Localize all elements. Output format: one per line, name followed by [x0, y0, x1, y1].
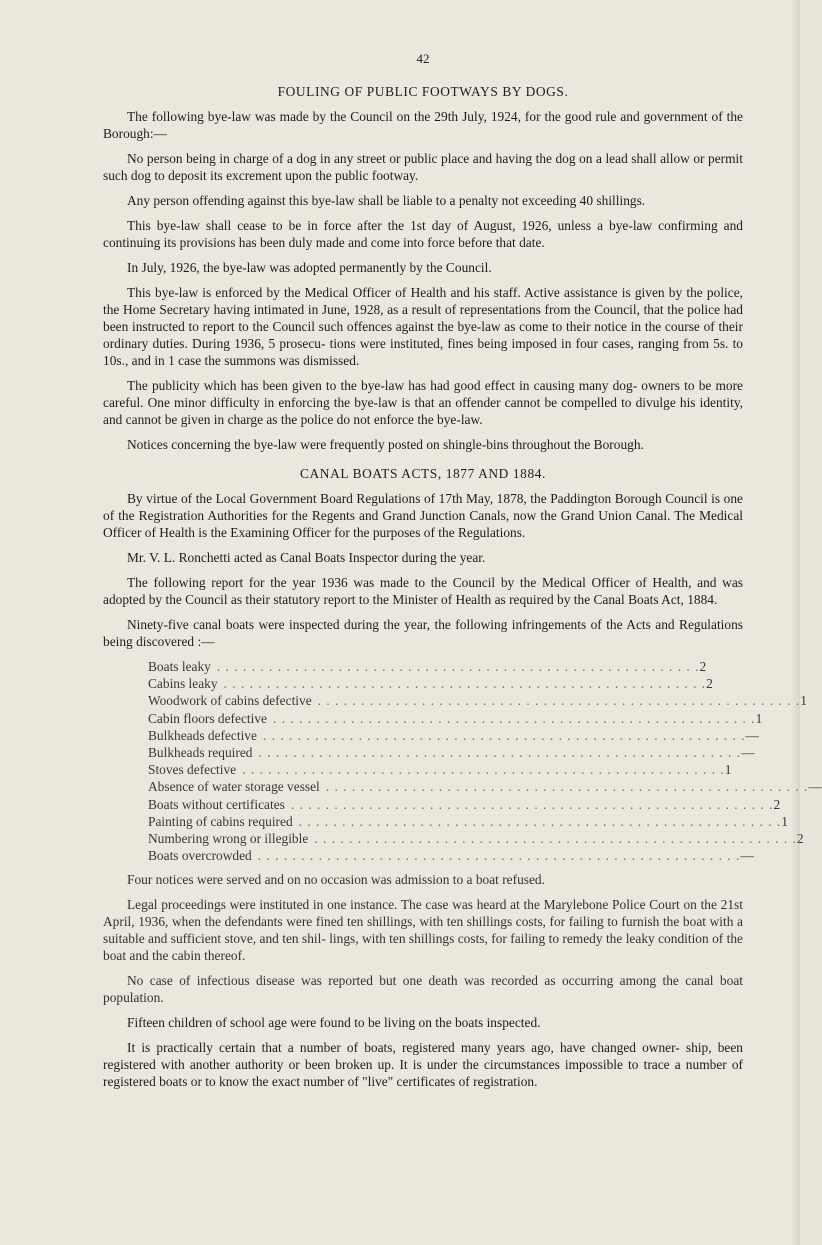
- list-item: [148, 658, 707, 675]
- leader-dots: . . . . . . . . . . . . . . . . . . . . . . . . . . . . . . . . . . . . . . . . . . . . . . . . . . . . . . . .: [317, 693, 801, 709]
- infringement-count: 2: [796, 830, 804, 846]
- infringement-count: —: [740, 848, 754, 864]
- infringement-label: Woodwork of cabins defective: [148, 693, 312, 709]
- paragraph: By virtue of the Local Government Board Regulations of 17th May, 1878, the Paddington Borough Council is one of the Registration Authorities for the Regents and Grand Junction Canals, now the Grand Union Canal. The Medical Officer of Health is the Examining Officer for the purposes of the Regulations.: [103, 491, 743, 540]
- infringement-label: Boats overcrowded: [148, 848, 252, 864]
- leader-dots: . . . . . . . . . . . . . . . . . . . . . . . . . . . . . . . . . . . . . . . . . . . . . . . . . . . . . . . .: [258, 744, 742, 760]
- infringement-count: 2: [773, 796, 781, 812]
- paragraph: Ninety-five canal boats were inspected during the year, the following infringements of the Acts and Regulations being discovered :—: [103, 617, 743, 649]
- leader-dots: . . . . . . . . . . . . . . . . . . . . . . . . . . . . . . . . . . . . . . . . . . . . . . . . . . . . . . . .: [290, 796, 774, 812]
- page-edge-shadow: [790, 0, 800, 1245]
- list-item: [148, 847, 754, 864]
- page-number: 42: [416, 51, 430, 66]
- paragraph: Notices concerning the bye-law were frequently posted on shingle-bins throughout the Borough.: [127, 437, 644, 452]
- leader-dots: . . . . . . . . . . . . . . . . . . . . . . . . . . . . . . . . . . . . . . . . . . . . . . . . . . . . . . . .: [257, 848, 741, 864]
- infringement-label: Boats without certificates: [148, 796, 285, 812]
- leader-dots: . . . . . . . . . . . . . . . . . . . . . . . . . . . . . . . . . . . . . . . . . . . . . . . . . . . . . . . .: [314, 830, 797, 846]
- paragraph: This bye-law is enforced by the Medical Officer of Health and his staff. Active assistance is given by the police, the Home Secretary having intimated in June, 1928, as a result of representations from the Council, that the police had been instructed to report to the Council such offences against the bye-law as come to their notice in the course of their ordinary duties. During 1936, 5 prosecu- tions were instituted, fines being imposed in four cases, ranging from 5s. to 10s., and in 1 case the summons was dismissed.: [103, 285, 743, 368]
- paragraph: No person being in charge of a dog in any street or public place and having the dog on a lead shall allow or permit such dog to deposit its excrement upon the public footway.: [103, 151, 743, 183]
- leader-dots: . . . . . . . . . . . . . . . . . . . . . . . . . . . . . . . . . . . . . . . . . . . . . . . . . . . . . . . .: [216, 659, 700, 674]
- infringement-label: Numbering wrong or illegible: [148, 830, 309, 846]
- leader-dots: . . . . . . . . . . . . . . . . . . . . . . . . . . . . . . . . . . . . . . . . . . . . . . . . . . . . . . . .: [242, 762, 725, 778]
- infringement-count: 1: [800, 693, 807, 709]
- paragraph: The publicity which has been given to the bye-law has had good effect in causing many dog- owners to be more careful. One minor difficulty in enforcing the bye-law is that an offender cannot be compelled to divulge his identity, and cannot be given in charge as the police do not enforce the bye-law.: [103, 378, 743, 427]
- list-item: [148, 744, 755, 761]
- paragraph: This bye-law shall cease to be in force after the 1st day of August, 1926, unless a bye-law confirming and continuing its provisions has been duly made and come into force before that date.: [103, 218, 743, 250]
- paragraph: Legal proceedings were instituted in one instance. The case was heard at the Marylebone Police Court on the 21st April, 1936, when the defendants were fined ten shillings, with ten shillings costs, for failing to furnish the boat with a suitable and sufficient stove, and ten shil- lings, with ten shillings costs, for failing to remedy the leaky condition of the boat and the cabin thereof.: [103, 897, 743, 964]
- paragraph: The following report for the year 1936 was made to the Council by the Medical Officer of Health, and was adopted by the Council as their statutory report to the Minister of Health as required by the Canal Boats Act, 1884.: [103, 575, 743, 607]
- infringement-label: Bulkheads required: [148, 744, 253, 760]
- leader-dots: . . . . . . . . . . . . . . . . . . . . . . . . . . . . . . . . . . . . . . . . . . . . . . . . . . . . . . . .: [325, 779, 809, 795]
- leader-dots: . . . . . . . . . . . . . . . . . . . . . . . . . . . . . . . . . . . . . . . . . . . . . . . . . . . . . . . .: [223, 676, 707, 692]
- list-item: [148, 761, 732, 778]
- list-item: [148, 813, 788, 830]
- paragraph: No case of infectious disease was reported but one death was recorded as occurring among the canal boat population.: [103, 973, 743, 1006]
- leader-dots: . . . . . . . . . . . . . . . . . . . . . . . . . . . . . . . . . . . . . . . . . . . . . . . . . . . . . . . .: [298, 813, 782, 829]
- leader-dots: . . . . . . . . . . . . . . . . . . . . . . . . . . . . . . . . . . . . . . . . . . . . . . . . . . . . . . . .: [262, 727, 746, 743]
- paragraph: Four notices were served and on no occasion was admission to a boat refused.: [127, 872, 545, 888]
- list-item: [148, 830, 804, 847]
- paragraph: The following bye-law was made by the Council on the 29th July, 1924, for the good rule and government of the Borough:—: [103, 109, 743, 141]
- infringement-count: 2: [706, 676, 713, 692]
- list-item: [148, 675, 713, 692]
- paragraph: Mr. V. L. Ronchetti acted as Canal Boats Inspector during the year.: [127, 550, 486, 565]
- section-title-fouling: FOULING OF PUBLIC FOOTWAYS BY DOGS.: [277, 84, 569, 99]
- infringement-label: Cabins leaky: [148, 676, 218, 692]
- infringement-count: —: [808, 779, 822, 795]
- infringement-count: 1: [724, 762, 732, 778]
- infringement-count: —: [745, 727, 759, 743]
- infringement-label: Stoves defective: [148, 762, 237, 778]
- infringement-label: Painting of cabins required: [148, 813, 293, 829]
- list-item: [148, 692, 807, 709]
- infringement-count: 1: [755, 710, 763, 726]
- list-item: [148, 796, 781, 813]
- list-item: [148, 710, 763, 727]
- page-content: [103, 50, 822, 1098]
- infringement-count: —: [741, 744, 755, 760]
- paragraph: It is practically certain that a number of boats, registered many years ago, have changed owner- ship, been registered with another authority or been broken up. It is under the circumstances impossible to trace a number of registered boats or to know the exact number of "live" certificates of registration.: [103, 1040, 743, 1090]
- infringement-count: 1: [781, 813, 788, 829]
- infringement-label: Boats leaky: [148, 659, 211, 674]
- section-title-canal-boats: CANAL BOATS ACTS, 1877 AND 1884.: [300, 466, 546, 481]
- leader-dots: . . . . . . . . . . . . . . . . . . . . . . . . . . . . . . . . . . . . . . . . . . . . . . . . . . . . . . . .: [273, 710, 756, 726]
- infringements-list: [148, 658, 822, 864]
- infringement-label: Absence of water storage vessel: [148, 779, 320, 795]
- infringement-label: Bulkheads defective: [148, 727, 257, 743]
- list-item: [148, 727, 759, 744]
- paragraph: In July, 1926, the bye-law was adopted permanently by the Council.: [127, 260, 492, 275]
- paragraph: Any person offending against this bye-law shall be liable to a penalty not exceeding 40 shillings.: [127, 193, 646, 208]
- paragraph: Fifteen children of school age were found to be living on the boats inspected.: [127, 1015, 541, 1031]
- list-item: [148, 778, 822, 795]
- infringement-label: Cabin floors defective: [148, 710, 267, 726]
- infringement-count: 2: [699, 659, 707, 674]
